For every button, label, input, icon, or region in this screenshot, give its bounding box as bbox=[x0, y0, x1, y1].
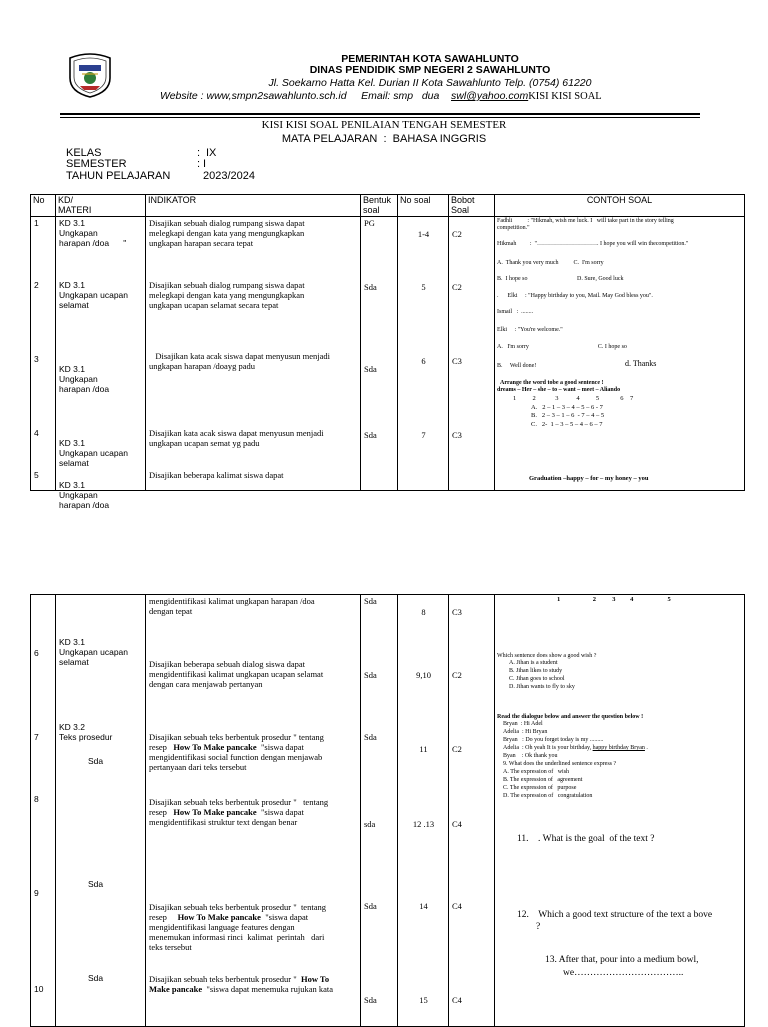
ind-line: teks tersebut bbox=[149, 942, 192, 952]
kd-line: Ungkapan bbox=[59, 490, 98, 500]
bobot-row9: C4 bbox=[452, 901, 462, 911]
ind-line bbox=[149, 742, 324, 752]
kd-row2 bbox=[59, 280, 128, 310]
contoh-q3-optB: B. 2 – 3 – 1 – 6 - 7 – 4 – 5 bbox=[531, 412, 605, 419]
dialogue-text: Adelia : Oh yeah It is your birthday, bbox=[503, 745, 593, 751]
col-bobot-p2 bbox=[449, 595, 495, 1027]
tahun-label: TAHUN PELAJARAN bbox=[66, 170, 171, 182]
contoh-q7-optD: D. The expression of congratulation bbox=[503, 793, 593, 799]
letterhead-web bbox=[160, 90, 602, 102]
contoh-q4-words: Graduation –happy – for – my honey – you bbox=[529, 475, 649, 482]
bobot-row7: C2 bbox=[452, 744, 462, 754]
kd-line: harapan /doa bbox=[59, 500, 110, 510]
contoh-q7-line5: Byan : Ok thank you bbox=[503, 753, 558, 759]
col-kd bbox=[56, 217, 146, 510]
ind-line: Disajikan sebuah teks berbentuk prosedur " tentang bbox=[149, 732, 324, 742]
underlined-sentence: happy birthday Bryan bbox=[592, 745, 645, 751]
col-bobot bbox=[449, 217, 495, 491]
col-no-p2 bbox=[31, 595, 56, 1027]
kd-line: harapan /doa bbox=[59, 384, 110, 394]
contoh-q2-optB: B. Well done! bbox=[497, 363, 537, 369]
contoh-q3-optA: A. 2 – 1 – 3 – 4 – 5 – 6 - 7 bbox=[531, 404, 603, 411]
row-no-4: 4 bbox=[34, 428, 39, 438]
kd-line: Teks prosedur bbox=[59, 732, 113, 742]
indikator-row7 bbox=[149, 732, 324, 772]
contoh-q6-optC: C. Jihan goes to school bbox=[509, 676, 565, 682]
ind-line: Disajikan sebuah teks berbentuk prosedur " tentang bbox=[149, 902, 326, 912]
col-indikator bbox=[146, 217, 361, 491]
nosoal-row5: 8 bbox=[421, 607, 426, 617]
ind-line: menemukan informasi rinci kalimat perintah dari bbox=[149, 932, 325, 942]
contoh-q1-line2: competition." bbox=[497, 225, 530, 231]
ind-line: Disajikan sebuah dialog rumpang siswa dapat bbox=[149, 280, 305, 290]
kisi-table-page1 bbox=[30, 194, 745, 510]
kelas-sep: : bbox=[197, 147, 201, 159]
ind-text: "siswa dapat bbox=[256, 807, 304, 817]
ind-line: mengidentifikasi social function dengan menjawab bbox=[149, 752, 323, 762]
contoh-q7-optA: A. The expression of wish bbox=[503, 769, 570, 775]
ind-line: melegkapi dengan kata yang mengungkapkan bbox=[149, 228, 305, 238]
email-link[interactable]: swl@yahoo.com bbox=[451, 90, 529, 102]
contoh-q7-line1: Bryan : Hi Adel bbox=[503, 721, 543, 727]
indikator-row9 bbox=[149, 902, 326, 952]
kd-row10: Sda bbox=[88, 973, 104, 983]
col-bentuk-p2 bbox=[361, 595, 398, 1027]
nosoal-row7: 11 bbox=[419, 744, 428, 754]
ind-bold-title: How To Make pancake bbox=[177, 912, 261, 922]
ind-text: "siswa dapat bbox=[256, 742, 304, 752]
nosoal-row6: 9,10 bbox=[416, 670, 431, 680]
contoh-q2-optD: d. Thanks bbox=[625, 359, 657, 368]
ind-line: mengidentifikasi kalimat ungkapan harapan /doa bbox=[149, 596, 315, 606]
contoh-q7-instruction: Read the dialogue below and answer the question below ! bbox=[497, 714, 644, 720]
nosoal-row4: 7 bbox=[421, 430, 426, 440]
indikator-row4 bbox=[149, 428, 324, 448]
semester-value: I bbox=[203, 158, 207, 170]
indikator-row2 bbox=[149, 280, 305, 310]
row-no-6: 6 bbox=[34, 648, 39, 658]
letterhead-line1: PEMERINTAH KOTA SAWAHLUNTO bbox=[341, 53, 519, 65]
contoh-q1-line1: Fadhli : "Hikmah, wish me luck. I will take part in the story telling bbox=[497, 218, 674, 224]
indikator-row5-cont bbox=[149, 596, 315, 616]
contoh-q8-question: 11. . What is the goal of the text ? bbox=[517, 834, 655, 844]
contoh-q9-question: 12. Which a good text structure of the text a bove bbox=[517, 910, 713, 920]
col-nosoal-p2 bbox=[398, 595, 449, 1027]
col-nosoal bbox=[398, 217, 449, 491]
row-no-1: 1 bbox=[34, 218, 39, 228]
ind-line: Disajikan kata acak siswa dapat menyusun menjadi bbox=[149, 351, 331, 361]
ind-line: mengidentifikasi language features dengan bbox=[149, 922, 295, 932]
bentuk-row2: Sda bbox=[364, 282, 377, 292]
ind-line: pertanyaan dari teks tersebut bbox=[149, 762, 247, 772]
ind-line: Disajikan beberapa sebuah dialog siswa dapat bbox=[149, 659, 306, 669]
indikator-row5 bbox=[149, 470, 284, 480]
bobot-row3: C3 bbox=[452, 356, 462, 366]
kd-line: selamat bbox=[59, 657, 89, 667]
letterhead-line2: DINAS PENDIDIK SMP NEGERI 2 SAWAHLUNTO bbox=[309, 64, 551, 76]
kd-row1 bbox=[59, 218, 126, 248]
kisi-kisi-label: KISI KISI SOAL bbox=[528, 91, 602, 102]
table-body-page2 bbox=[31, 595, 745, 1027]
row-no-7: 7 bbox=[34, 732, 39, 742]
doc-subject: MATA PELAJARAN : BAHASA INGGRIS bbox=[281, 133, 487, 145]
ind-line: ungkapan ucapan semat yg padu bbox=[149, 438, 260, 448]
kd-line: selamat bbox=[59, 458, 89, 468]
contoh-q6-optB: B. Jihan likes to study bbox=[509, 668, 563, 674]
letterhead-rule-thick bbox=[60, 113, 700, 115]
ind-line bbox=[149, 984, 333, 994]
kd-row5 bbox=[59, 480, 109, 510]
header-bentuk bbox=[361, 195, 398, 217]
kd-line: selamat bbox=[59, 300, 89, 310]
table-header-row bbox=[31, 195, 745, 217]
contoh-q6-optA: A. Jihan is a student bbox=[509, 660, 558, 666]
contoh-q3-numbers: 1 2 3 4 5 6 7 bbox=[513, 395, 634, 402]
contoh-q7-question: 9. What does the underlined sentence express ? bbox=[503, 761, 617, 767]
contoh-q2-line2: Ismail : ........ bbox=[497, 309, 534, 315]
nosoal-row1: 1-4 bbox=[417, 229, 430, 239]
kelas-value: IX bbox=[206, 147, 217, 159]
tahun-value: 2023/2024 bbox=[203, 170, 255, 182]
kd-row9: Sda bbox=[88, 879, 104, 889]
row-no-9: 9 bbox=[34, 888, 39, 898]
website-text: Website : www,smpn2sawahlunto.sch.id Email: smp dua bbox=[160, 90, 452, 102]
ind-line: ungkapan harapan secara tepat bbox=[149, 238, 254, 248]
bentuk-row4: Sda bbox=[364, 430, 377, 440]
contoh-q2-line1: . Elki : "Happy birthday to you, Mail. May God bless you". bbox=[497, 293, 653, 299]
contoh-q2-line3: Elki : "You're welcome." bbox=[497, 327, 563, 333]
col-indikator-p2 bbox=[146, 595, 361, 1027]
row-no-5: 5 bbox=[34, 470, 39, 480]
kd-row4 bbox=[59, 438, 128, 468]
header-kd bbox=[56, 195, 146, 217]
ind-line: Disajikan sebuah teks berbentuk prosedur " tentang bbox=[149, 797, 329, 807]
contoh-q3-instruction: Arrange the word tobe a good sentence ! bbox=[500, 380, 604, 386]
contoh-q7-line2: Adelia : Hi Bryan bbox=[503, 729, 548, 735]
semester-sep: : bbox=[197, 158, 201, 170]
ind-text: Disajikan sebuah teks berbentuk prosedur " bbox=[149, 974, 301, 984]
kd-line: KD 3.1 bbox=[59, 637, 85, 647]
kd-line: Ungkapan ucapan bbox=[59, 448, 129, 458]
indikator-row10 bbox=[149, 974, 333, 994]
header-bobot-line1: Bobot bbox=[451, 195, 475, 205]
contoh-q10-question: 13. After that, pour into a medium bowl, bbox=[545, 955, 699, 965]
col-contoh-p2 bbox=[495, 595, 745, 1027]
nosoal-row3: 6 bbox=[421, 356, 426, 366]
indikator-row8 bbox=[149, 797, 328, 827]
letterhead-rule-thin bbox=[60, 117, 700, 118]
contoh-q1-line3: Hikmah : "…………………………. I hope you will win thecompetition." bbox=[497, 241, 689, 247]
header-nosoal: No soal bbox=[398, 195, 449, 217]
bobot-row2: C2 bbox=[452, 282, 462, 292]
kd-line: KD 3.2 bbox=[59, 722, 85, 732]
bentuk-row5: Sda bbox=[364, 596, 377, 606]
contoh-q9-question-end: ? bbox=[536, 922, 541, 932]
kd-line: Ungkapan bbox=[59, 228, 98, 238]
ind-bold-title: How To Make pancake bbox=[173, 807, 257, 817]
contoh-q3-words: dreams – Her – she – to – want – meet – Aliando bbox=[497, 387, 621, 393]
col-no bbox=[31, 217, 56, 491]
indikator-row1 bbox=[149, 218, 305, 248]
row-no-10: 10 bbox=[34, 984, 44, 994]
header-bobot bbox=[449, 195, 495, 217]
bobot-row10: C4 bbox=[452, 995, 462, 1005]
kd-row6 bbox=[59, 637, 128, 667]
contoh-q7-line4 bbox=[503, 745, 648, 753]
ind-line: dengan tepat bbox=[149, 606, 193, 616]
row-no-8: 8 bbox=[34, 794, 39, 804]
contoh-q3-optC: C. 2- 1 – 3 – 5 – 4 – 6 – 7 bbox=[531, 421, 603, 428]
indikator-row3 bbox=[149, 351, 330, 371]
bobot-row4: C3 bbox=[452, 430, 462, 440]
contoh-q4-numbers: 1 2 3 4 5 bbox=[557, 596, 671, 603]
bentuk-row7: Sda bbox=[364, 732, 377, 742]
contoh-q6-question: Which sentence does show a good wish ? bbox=[497, 653, 597, 659]
header-no: No bbox=[31, 195, 56, 217]
contoh-q1-optB: B. I hope so D. Sure, Good luck bbox=[497, 276, 624, 282]
contoh-q1-optA: A. Thank you very much C. I'm sorry bbox=[497, 260, 604, 266]
contoh-q7-line3: Bryan : Do you forget today is my ......... bbox=[503, 737, 604, 743]
header-kd-line2: MATERI bbox=[58, 205, 92, 215]
bentuk-row3: Sda bbox=[364, 364, 377, 374]
semester-label: SEMESTER bbox=[66, 158, 127, 170]
col-contoh bbox=[495, 217, 745, 491]
col-kd-p2 bbox=[56, 595, 146, 1027]
nosoal-row10: 15 bbox=[419, 995, 428, 1005]
table-body-page1 bbox=[31, 217, 745, 491]
kd-row7 bbox=[59, 722, 112, 742]
bobot-row8: C4 bbox=[452, 819, 462, 829]
header-indikator: INDIKATOR bbox=[146, 195, 361, 217]
bobot-row1: C2 bbox=[452, 229, 462, 239]
row-no-2: 2 bbox=[34, 280, 39, 290]
ind-line bbox=[149, 912, 326, 922]
ind-text: "siswa dapat menemuka rujukan kata bbox=[202, 984, 334, 994]
ind-line: ungkapan ucapan selamat secara tepat bbox=[149, 300, 279, 310]
contoh-q7-optC: C. The expression of purpose bbox=[503, 785, 577, 791]
ind-line: Disajikan sebuah dialog rumpang siswa dapat bbox=[149, 218, 305, 228]
ind-line: Disajikan kata acak siswa dapat menyusun menjadi bbox=[149, 428, 324, 438]
bentuk-row6: Sda bbox=[364, 670, 377, 680]
kd-row8: Sda bbox=[88, 756, 104, 766]
row-no-3: 3 bbox=[34, 354, 39, 364]
ind-bold-title: Make pancake bbox=[149, 984, 203, 994]
kd-line: KD 3.1 bbox=[59, 364, 85, 374]
contoh-q6-optD: D. Jihan wants to fly to sky bbox=[509, 684, 575, 690]
header-bentuk-line1: Bentuk bbox=[363, 195, 392, 205]
doc-title: KISI KISI SOAL PENILAIAN TENGAH SEMESTER bbox=[261, 119, 507, 131]
kisi-table-page2 bbox=[30, 594, 745, 1027]
kd-line: KD 3.1 bbox=[59, 218, 85, 228]
indikator-row6 bbox=[149, 659, 323, 689]
school-logo bbox=[66, 52, 114, 98]
ind-line: Disajikan beberapa kalimat siswa dapat bbox=[149, 470, 284, 480]
header-contoh: CONTOH SOAL bbox=[495, 195, 745, 217]
kd-line: Ungkapan ucapan bbox=[59, 290, 129, 300]
kd-line: KD 3.1 bbox=[59, 438, 85, 448]
kd-line: KD 3.1 bbox=[59, 480, 85, 490]
dialogue-text: . bbox=[644, 745, 648, 751]
header-bentuk-line2: soal bbox=[363, 205, 380, 215]
kelas-label: KELAS bbox=[66, 147, 102, 159]
letterhead-address: Jl. Soekarno Hatta Kel. Durian II Kota Sawahlunto Telp. (0754) 61220 bbox=[268, 77, 592, 89]
bentuk-row8: sda bbox=[364, 819, 376, 829]
ind-line: ungkapan harapan /doayg padu bbox=[149, 361, 255, 371]
ind-text: resep bbox=[149, 807, 174, 817]
ind-line: mengidentifikasi kalimat ungkapan ucapan selamat bbox=[149, 669, 324, 679]
ind-line bbox=[149, 974, 333, 984]
header-bobot-line2: Soal bbox=[451, 205, 470, 215]
col-bentuk bbox=[361, 217, 398, 491]
ind-line: melegkapi dengan kata yang mengungkapkan bbox=[149, 290, 305, 300]
bentuk-row9: Sda bbox=[364, 901, 377, 911]
ind-line bbox=[149, 807, 328, 817]
kd-line: KD 3.1 bbox=[59, 280, 85, 290]
ind-line: dengan cara menjawab pertanyan bbox=[149, 679, 263, 689]
bentuk-row10: Sda bbox=[364, 995, 377, 1005]
ind-text: resep bbox=[149, 912, 178, 922]
contoh-q7-optB: B. The expression of agreement bbox=[503, 777, 583, 783]
kd-line: harapan /doa " bbox=[59, 238, 127, 248]
kd-row3 bbox=[59, 364, 109, 394]
ind-line: mengidentifikasi struktur text dengan benar bbox=[149, 817, 298, 827]
kd-line: Ungkapan bbox=[59, 374, 98, 384]
ind-text: "siswa dapat bbox=[260, 912, 309, 922]
nosoal-row2: 5 bbox=[421, 282, 426, 292]
ind-bold-title: How To bbox=[300, 974, 330, 984]
ind-text: resep bbox=[149, 742, 174, 752]
nosoal-row9: 14 bbox=[419, 901, 428, 911]
contoh-q10-blank: we…………………………….. bbox=[563, 968, 684, 978]
bentuk-row1: PG bbox=[364, 218, 375, 228]
bobot-row6: C2 bbox=[452, 670, 462, 680]
ind-bold-title: How To Make pancake bbox=[173, 742, 257, 752]
contoh-q2-optA: A. I'm sorry C. I hope so bbox=[497, 344, 627, 350]
header-kd-line1: KD/ bbox=[58, 195, 74, 205]
bobot-row5: C3 bbox=[452, 607, 462, 617]
nosoal-row8: 12 .13 bbox=[412, 819, 435, 829]
kd-line: Ungkapan ucapan bbox=[59, 647, 129, 657]
